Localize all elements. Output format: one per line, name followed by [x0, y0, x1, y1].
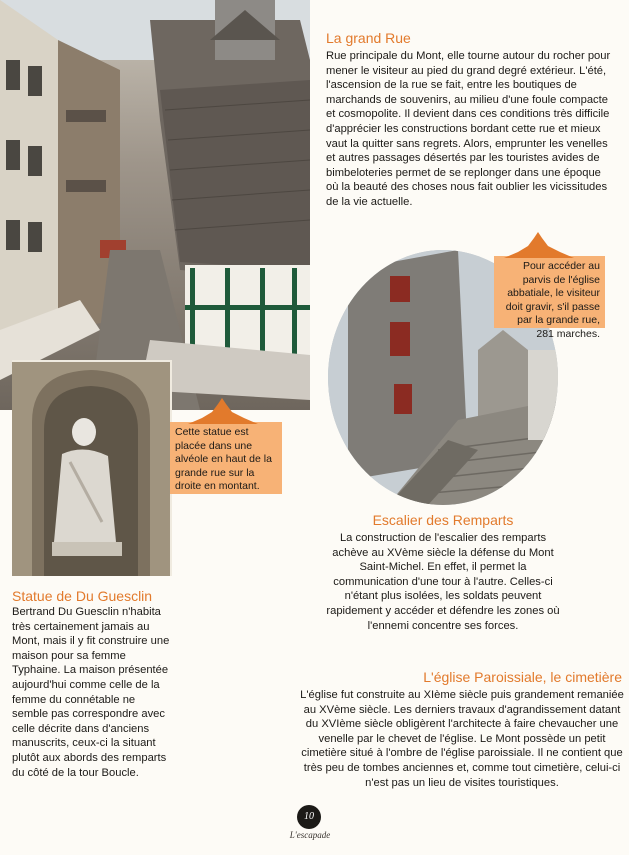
callout-stairs-text: Pour accéder au parvis de l'église abbatiale, le visiteur doit gravir, s'il passe par la grande rue, 281 marches.: [505, 260, 600, 340]
statue-text: Bertrand Du Guesclin n'habita très certainement jamais au Mont, mais il y fit construire une maison pour sa femme Typhaine. La maison présentée aujourd'hui comme celle de la femme du connétable ne semble pas correspondre avec celle décrite dans d'anciens manuscrits, ceux-ci la situant plutôt aux abords des remparts du côté de la tour Boucle.: [12, 606, 170, 779]
statue-heading: Statue de Du Guesclin: [12, 588, 153, 604]
mont-silhouette-icon: [504, 232, 574, 258]
street-photo: [0, 0, 310, 410]
brand-logo-text: L'escapade: [289, 830, 331, 840]
escalier-text: La construction de l'escalier des remparts achève au XVème siècle la défense du Mont Saint-Michel. En effet, il permet la communication d'une tour à l'autre. Celles-ci n'étant plus isolées, les soldats peuvent rapidement y accéder et défendre les zones où l'ennemi concentre ses forces.: [326, 532, 560, 632]
eglise-heading: L'église Paroissiale, le cimetière: [423, 669, 622, 685]
statue-photo-drawing: [12, 362, 170, 576]
mont-silhouette-icon: [188, 398, 258, 424]
street-photo-drawing: [0, 0, 310, 410]
page-number: 10: [297, 805, 321, 829]
statue-photo: [12, 360, 172, 576]
grand-rue-heading: La grand Rue: [326, 30, 411, 46]
callout-stairs: [494, 256, 605, 340]
eglise-text: L'église fut construite au XIème siècle puis grandement remaniée au XVème siècle. Les derniers travaux d'agrandissement datant du XVIème siècle obligèrent l'architecte à faire chevaucher une venelle par le chevet de l'église. Le Mont possède un petit cimetière situé à l'ombre de l'église paroissiale. Il ne contient que très peu de tombes anciennes et, comme tout cimetière, celui-ci n'est pas un lieu de visites touristiques.: [300, 689, 624, 789]
grand-rue-text: Rue principale du Mont, elle tourne autour du rocher pour mener le visiteur au pied du grand degré extérieur. L'été, l'ascension de la rue se fait, entre les boutiques de marchands de souvenirs, au milieu d'une foule compacte et cosmopolite. Il devient dans ces conditions très difficile d'apprécier les constructions bordant cette rue et mieux vaut la quitter sans regrets. Alors, emprunter les venelles et autres passages désertés par les touristes avides de bimbeloteries permet de se replonger dans une époque où la beauté des choses nous fait oublier les vicissitudes de la vie actuelle.: [326, 50, 611, 208]
escalier-heading: Escalier des Remparts: [372, 512, 514, 528]
callout-statue: [170, 422, 282, 494]
callout-statue-text: Cette statue est placée dans une alvéole en haut de la grande rue sur la droite en montant.: [175, 426, 272, 492]
